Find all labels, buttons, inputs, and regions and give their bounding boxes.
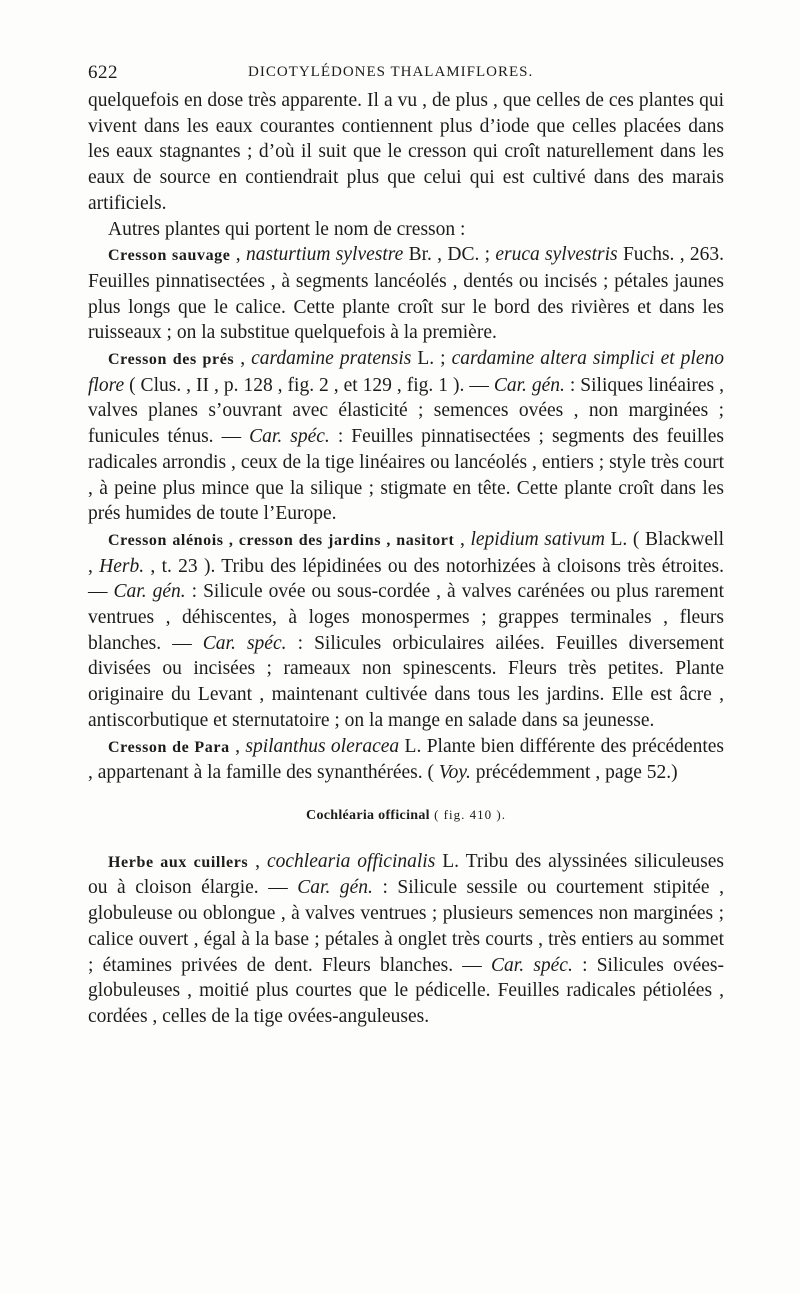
generic-characters-label: Car. gén. [113, 581, 186, 603]
entry-name: Cresson de Para [108, 738, 230, 756]
entry-text: , [230, 244, 246, 266]
paragraph-continuation: quelquefois en dose très apparente. Il a vu , de plus , que celles de ces plantes qui vivent dans les eaux courantes contiennent plus d’iode que celles placées dans les eaux stagnantes ; d’où il suit que le cresson qui croît naturellement dans les eaux de source en contiendrait plus que celui qui est cultivé dans des marais artificiels. [88, 90, 724, 214]
entry-text: , [229, 735, 246, 757]
entry-text: L. Plante bien différente des précédentes , appartenant à la famille des synanthérées. ( [88, 735, 724, 784]
figure-reference: ( fig. 410 ). [429, 806, 506, 822]
specific-characters-label: Car. spéc. [491, 954, 573, 976]
synonym-name: eruca sylvestris [495, 244, 618, 266]
entry-text: , [248, 850, 267, 872]
see-reference: Voy. [438, 762, 471, 784]
entry-name: Cresson des prés [108, 351, 235, 369]
entry-name: Cresson alénois , cresson des jardins , nasitort [108, 531, 455, 549]
entry-text: , [454, 528, 471, 550]
entry-herbe-aux-cuillers [88, 849, 724, 1030]
entry-text: , [234, 348, 252, 370]
herbarium-label: Herb. [99, 555, 145, 577]
paragraph-intro: Autres plantes qui portent le nom de cresson : [108, 218, 466, 240]
entry-cresson-alenois [88, 527, 724, 734]
entry-text: L. Tribu des alyssinées siliculeuses ou à cloison élargie. — [88, 850, 725, 899]
running-title: DICOTYLÉDONES THALAMIFLORES. [248, 64, 534, 80]
entry-text: : Silicule ovée ou sous-cordée , à valves carénées ou plus rarement ventrues , déhiscentes, à loges monospermes ; grappes terminales , fleurs blanches. — [88, 581, 724, 654]
scientific-name: cardamine pratensis [251, 348, 412, 370]
entry-text: Br. , DC. ; [403, 244, 496, 266]
entry-name: Herbe aux cuillers [108, 853, 249, 871]
generic-characters-label: Car. gén. [297, 877, 373, 899]
section-heading [88, 802, 724, 829]
scientific-name: nasturtium sylvestre [245, 244, 404, 266]
entry-cresson-sauvage [88, 242, 724, 346]
specific-characters-label: Car. spéc. [249, 426, 330, 448]
synonym-name: cardamine altera simplici et pleno flore [88, 348, 725, 396]
entry-cresson-des-pres [88, 346, 724, 527]
generic-characters-label: Car. gén. [493, 374, 565, 396]
entry-text: : Silicules ovées-globuleuses , moitié plus courtes que le pédicelle. Feuilles radicales pétiolées , cordées , celles de la tige ovées-anguleuses. [88, 954, 724, 1027]
entry-text: : Feuilles pinnatisectées ; segments des feuilles radicales arrondis , ceux de la tige linéaires ou lancéolés , entiers ; style très court , à peine plus mince que la silique ; stigmate en tête. Cette plante croît dans les prés humides de toute l’Europe. [88, 426, 724, 525]
entry-cresson-de-para [88, 734, 724, 786]
entry-text: : Silicule sessile ou courtement stipitée , globuleuse ou oblongue , à valves ventrues ; plusieurs semences non marginées ; calice ouvert , égal à la base ; pétales à onglet très courts , très entiers au sommet ; étamines privées de dent. Fleurs blanches. — [88, 877, 725, 976]
page-body [88, 88, 724, 1030]
scientific-name: cochlearia officinalis [266, 850, 436, 872]
entry-text: précédemment , page 52.) [470, 762, 678, 784]
scientific-name: spilanthus oleracea [245, 735, 400, 757]
entry-text: L. ; [411, 348, 452, 370]
entry-text: ( Clus. , II , p. 128 , fig. 2 , et 129 , fig. 1 ). — [124, 374, 494, 396]
entry-text: : Siliques linéaires , valves planes s’ouvrant avec élasticité ; semences ovées , non marginées ; funicules ténus. — [88, 374, 725, 448]
scientific-name: lepidium sativum [470, 528, 605, 550]
entry-text: L. ( Blackwell , [88, 528, 725, 577]
section-title: Cochléaria officinal [306, 807, 430, 823]
entry-name: Cresson sauvage [108, 247, 231, 265]
specific-characters-label: Car. spéc. [202, 632, 287, 654]
entry-text: , t. 23 ). Tribu des lépidinées ou des notorhizées à cloisons très étroites. — [88, 555, 724, 603]
entry-text: : Silicules orbiculaires ailées. Feuilles diversement divisées ou incisées ; rameaux non spinescents. Fleurs très petites. Plante originaire du Levant , maintenant cultivée dans tous les jardins. Elle est âcre , antiscorbutique et sternutatoire ; on la mange en salade dans sa jeunesse. [88, 632, 724, 731]
page-number: 622 [88, 62, 118, 83]
entry-text: Fuchs. , 263. Feuilles pinnatisectées , à segments lancéolés , dentés ou incisés ; pétales jaunes plus longs que le calice. Cette plante croît sur le bord des rivières et dans les ruisseaux ; on la substitue quelquefois à la première. [88, 244, 725, 344]
